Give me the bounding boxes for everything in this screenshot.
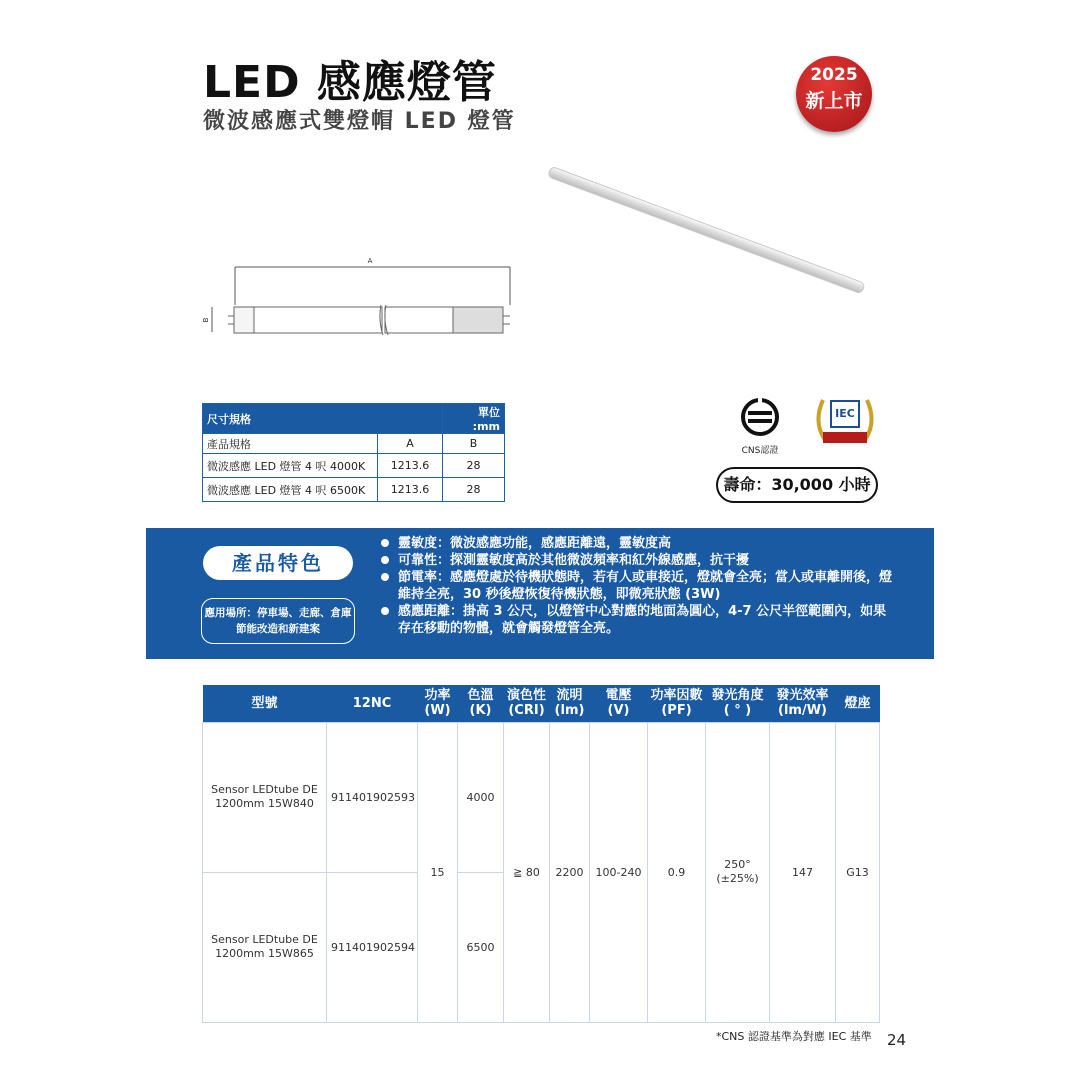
col-header-base: 燈座 xyxy=(836,685,880,722)
model-cell: Sensor LEDtube DE 1200mm 15W865 xyxy=(203,872,327,1022)
col-header-watt: 功率 (W) xyxy=(418,685,458,722)
led-tube-photo xyxy=(540,160,870,300)
feature-item: 靈敏度：微波感應功能，感應距離遠，靈敏度高 xyxy=(378,535,898,552)
efficacy-cell: 147 xyxy=(770,722,836,1022)
new-launch-badge xyxy=(796,56,872,132)
dimension-a-label: A xyxy=(367,257,373,265)
dimension-drawing xyxy=(198,255,518,345)
dimension-b-label: B xyxy=(202,317,210,323)
watt-cell: 15 xyxy=(418,722,458,1022)
iec-mark xyxy=(811,392,879,452)
badge-year: 2025 xyxy=(810,65,858,85)
col-header-lumen: 流明 (lm) xyxy=(550,685,590,722)
angle-cell: 250° (±25%) xyxy=(706,722,770,1022)
col-header-cri: 演色性 (CRI) xyxy=(504,685,550,722)
col-header-12nc: 12NC xyxy=(327,685,418,722)
application-label: 應用場所：停車場、走廊、倉庫節能改造和新建案 xyxy=(201,598,355,644)
model-cell: Sensor LEDtube DE 1200mm 15W840 xyxy=(203,722,327,872)
size-spec-col-b: B xyxy=(443,434,505,454)
features-band xyxy=(146,528,934,659)
iec-ribbon xyxy=(823,432,867,443)
footnote: *CNS 認證基準為對應 IEC 基準 xyxy=(716,1030,872,1043)
size-spec-table xyxy=(202,403,505,502)
features-list xyxy=(378,535,898,637)
table-header-row xyxy=(203,685,880,722)
features-title: 產品特色 xyxy=(203,546,353,580)
page-title: LED 感應燈管 xyxy=(203,57,497,108)
col-header-voltage: 電壓 (V) xyxy=(590,685,648,722)
size-spec-row xyxy=(203,478,505,502)
col-header-angle: 發光角度 ( ° ) xyxy=(706,685,770,722)
size-spec-cell: 1213.6 xyxy=(378,454,443,478)
feature-item: 感應距離：掛高 3 公尺，以燈管中心對應的地面為圓心，4-7 公尺半徑範圍內，如果存在移動的物體，就會觸發燈管全亮。 xyxy=(378,603,898,637)
cns-logo-icon xyxy=(738,396,782,438)
col-header-model: 型號 xyxy=(203,685,327,722)
size-spec-title: 尺寸規格 xyxy=(203,404,443,434)
page-subtitle: 微波感應式雙燈帽 LED 燈管 xyxy=(203,109,516,134)
pf-cell: 0.9 xyxy=(648,722,706,1022)
cns-mark xyxy=(735,396,785,456)
size-spec-col-name: 產品規格 xyxy=(203,434,378,454)
size-spec-unit: 單位 :mm xyxy=(443,404,505,434)
lumen-cell: 2200 xyxy=(550,722,590,1022)
size-spec-cell: 1213.6 xyxy=(378,478,443,502)
feature-item: 節電率：感應燈處於待機狀態時，若有人或車接近，燈就會全亮；當人或車離開後，燈維持全亮，30 秒後燈恢復待機狀態，即微亮狀態 (3W) xyxy=(378,569,898,603)
nc-cell: 911401902593 xyxy=(327,722,418,872)
iec-label: IEC xyxy=(830,400,860,428)
size-spec-cell: 28 xyxy=(443,478,505,502)
table-row xyxy=(203,722,880,872)
cct-cell: 6500 xyxy=(458,872,504,1022)
size-spec-col-a: A xyxy=(378,434,443,454)
product-spec-table xyxy=(202,685,880,1023)
voltage-cell: 100-240 xyxy=(590,722,648,1022)
nc-cell: 911401902594 xyxy=(327,872,418,1022)
cri-cell: ≧ 80 xyxy=(504,722,550,1022)
lifetime-label: 壽命：30,000 小時 xyxy=(716,467,878,503)
size-spec-row xyxy=(203,454,505,478)
size-spec-cell: 28 xyxy=(443,454,505,478)
col-header-pf: 功率因數 (PF) xyxy=(648,685,706,722)
base-cell: G13 xyxy=(836,722,880,1022)
col-header-cct: 色溫 (K) xyxy=(458,685,504,722)
badge-text: 新上市 xyxy=(805,90,863,112)
cct-cell: 4000 xyxy=(458,722,504,872)
size-spec-cell: 微波感應 LED 燈管 4 呎 4000K xyxy=(203,454,378,478)
feature-item: 可靠性：探測靈敏度高於其他微波頻率和紅外線感應，抗干擾 xyxy=(378,552,898,569)
page-number: 24 xyxy=(887,1031,907,1049)
cns-label: CNS認證 xyxy=(741,446,779,456)
col-header-efficacy: 發光效率 (lm/W) xyxy=(770,685,836,722)
size-spec-cell: 微波感應 LED 燈管 4 呎 6500K xyxy=(203,478,378,502)
